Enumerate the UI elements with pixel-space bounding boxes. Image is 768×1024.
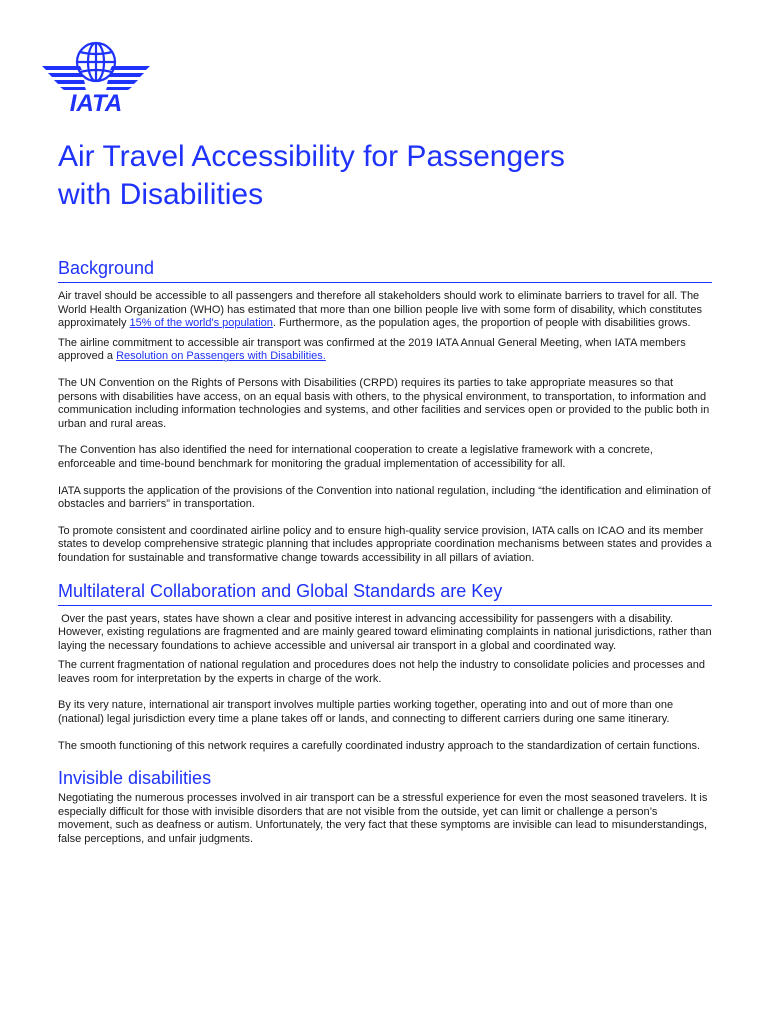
- resolution-link[interactable]: Resolution on Passengers with Disabilities.: [116, 350, 326, 363]
- paragraph-text: . Furthermore, as the population ages, the proportion of people with disabilities grows.: [272, 317, 691, 330]
- paragraph-background-6: To promote consistent and coordinated airline policy and to ensure high-quality service provision, IATA calls on ICAO and its member states to develop comprehensive strategic planning that includes appropriate coordination mechanisms between states and provides a foundation for sustainable and transformative change towards accessibility in all pillars of aviation.: [58, 524, 712, 564]
- document-title: [58, 138, 738, 214]
- paragraph-background-5: IATA supports the application of the provisions of the Convention into national regulation, including “the identification and elimination of obstacles and barriers” in transportation.: [58, 484, 711, 511]
- section-heading-invisible-disabilities: Invisible disabilities: [58, 768, 212, 789]
- paragraph-background-4: The Convention has also identified the need for international cooperation to create a legislative framework with a concrete, enforceable and time-bound benchmark for monitoring the gradual implementation of accessibility for all.: [58, 444, 653, 470]
- document-title-line-2: with Disabilities: [58, 178, 264, 211]
- document-title-line-1: Air Travel Accessibility for Passengers: [58, 140, 565, 173]
- paragraph-multilateral-1: Over the past years, states have shown a clear and positive interest in advancing accessibility for passengers with a disability. However, existing regulations are fragmented and are mainly geared toward eliminating complaints in national jurisdictions, rather than laying the necessary foundations to achieve accessible and universal air transport in a global and coordinated way.: [58, 612, 715, 652]
- section-heading-multilateral: Multilateral Collaboration and Global Standards are Key: [58, 579, 712, 606]
- iata-globe-wings-icon: [40, 40, 152, 114]
- paragraph-background-1: [58, 290, 712, 331]
- paragraph-text: Air travel should be accessible to all passengers and therefore all stakeholders should work to eliminate barriers to travel for all. The World Health Organization (WHO) has estimated that more than one billion people live with some form of disability, which constitutes approximately: [58, 290, 702, 330]
- paragraph-background-2: [58, 337, 712, 364]
- paragraph-multilateral-2: The current fragmentation of national regulation and procedures does not help the industry to consolidate policies and processes and leaves room for interpretation by the experts in charge of the work.: [58, 659, 705, 685]
- world-population-link[interactable]: 15% of the world's population: [129, 317, 273, 330]
- paragraph-text: The airline commitment to accessible air transport was confirmed at the 2019 IATA Annual General Meeting, when IATA members approved a: [58, 336, 686, 363]
- paragraph-invisible-1: Negotiating the numerous processes involved in air transport can be a stressful experience for even the most seasoned travelers. It is especially difficult for those with invisible disorders that are not visible from the outside, yet can limit or challenge a person’s movement, such as deafness or autism. Unfortunately, the very fact that these symptoms are invisible can lead to misunderstandings, false perceptions, and unfair judgments.: [58, 792, 708, 846]
- paragraph-multilateral-3: By its very nature, international air transport involves multiple parties working together, operating into and out of more than one (national) legal jurisdiction every time a plane takes off or lands, and connecting to different carriers during one same itinerary.: [58, 699, 674, 726]
- paragraph-background-3: The UN Convention on the Rights of Persons with Disabilities (CRPD) requires its parties to take appropriate measures so that persons with disabilities have access, on an equal basis with others, to the physical environment, to transportation, to information and communication including information technologies and systems, and other facilities and services open or provided to the public both in urban and rural areas.: [58, 376, 710, 430]
- iata-logo: [40, 40, 152, 114]
- paragraph-multilateral-4: The smooth functioning of this network requires a carefully coordinated industry approach to the standardization of certain functions.: [58, 739, 701, 752]
- section-heading-background: Background: [58, 256, 712, 283]
- iata-wordmark: IATA: [69, 90, 123, 114]
- document-body: [58, 256, 715, 847]
